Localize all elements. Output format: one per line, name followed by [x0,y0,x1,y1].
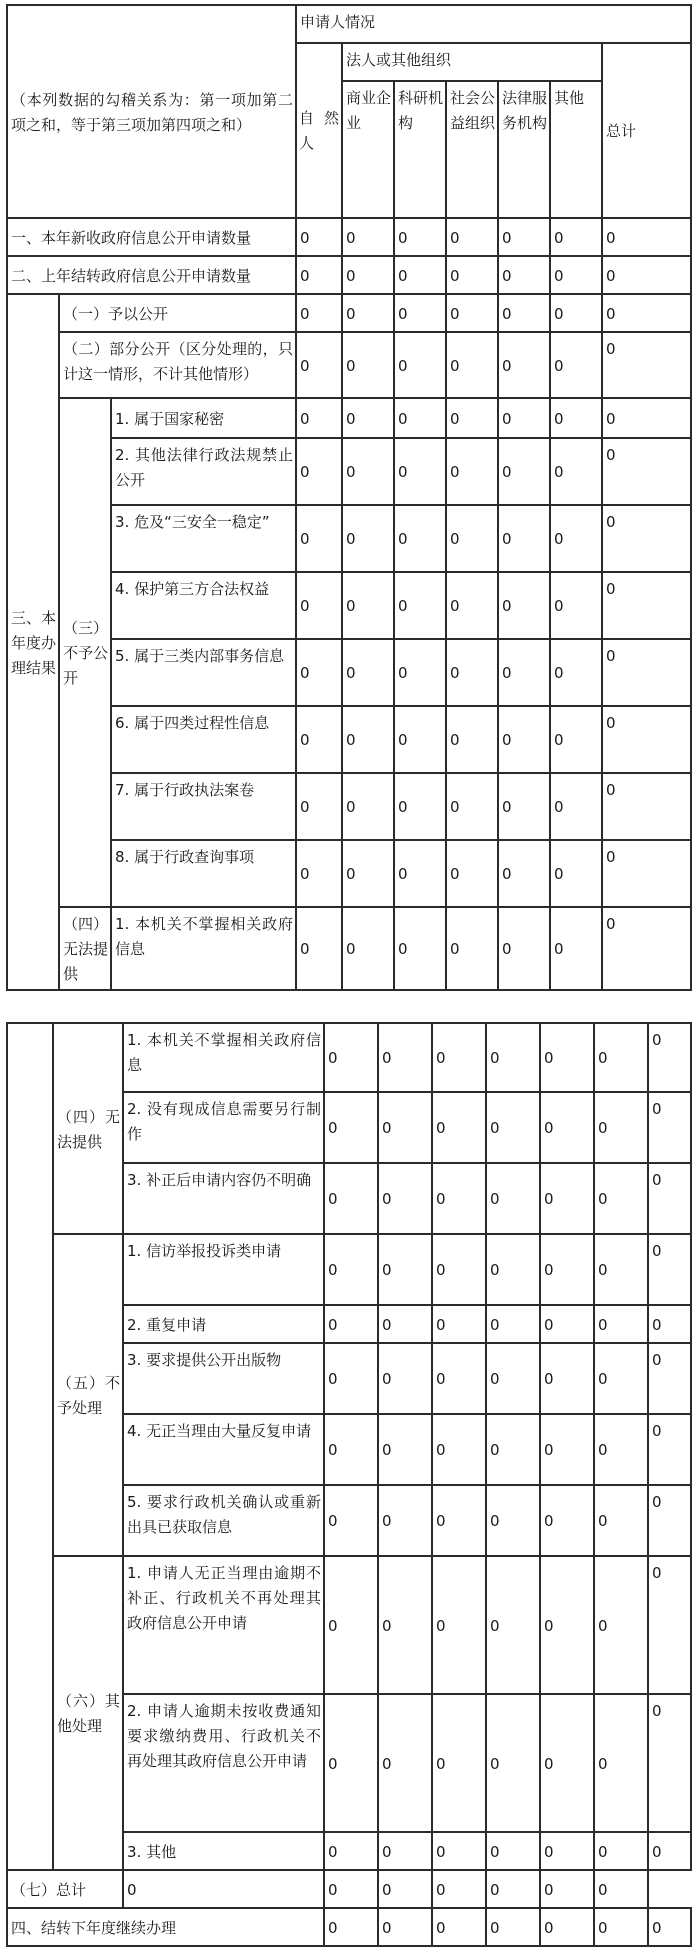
value-commercial: 0 [378,1908,432,1946]
table-row [7,398,691,438]
table-row [7,332,691,398]
value-commercial: 0 [378,1163,432,1234]
value-research: 0 [432,1414,486,1485]
value-social-welfare: 0 [486,1343,540,1414]
value-total: 0 [648,1305,691,1343]
value-legal-service: 0 [498,505,550,572]
row-label: 2. 其他法律行政法规禁止公开 [111,438,296,505]
value-total: 0 [602,907,691,990]
value-total: 0 [602,639,691,706]
table-row [7,294,691,332]
value-commercial: 0 [342,438,394,505]
header-total: 总计 [602,43,691,218]
table-row [7,907,691,990]
value-social-welfare: 0 [486,1023,540,1092]
value-natural-person: 0 [324,1234,378,1305]
row-label: 3. 补正后申请内容仍不明确 [123,1163,324,1234]
value-natural-person: 0 [296,332,342,398]
value-social-welfare: 0 [486,1092,540,1163]
row-label: （一）予以公开 [59,294,296,332]
value-natural-person: 0 [324,1343,378,1414]
value-other: 0 [550,639,602,706]
value-natural-person: 0 [296,840,342,907]
value-social-welfare: 0 [486,1234,540,1305]
value-total: 0 [602,256,691,294]
table-row [7,256,691,294]
value-commercial: 0 [342,840,394,907]
value-social-welfare: 0 [446,218,498,256]
value-other: 0 [594,1485,648,1556]
value-legal-service: 0 [498,907,550,990]
value-social-welfare: 0 [446,907,498,990]
value-commercial: 0 [342,907,394,990]
value-legal-service: 0 [498,294,550,332]
value-social-welfare: 0 [446,572,498,639]
value-research: 0 [432,1163,486,1234]
value-research: 0 [394,773,446,840]
value-total: 0 [602,332,691,398]
value-other: 0 [550,505,602,572]
section-cannot-partial: （四）无法提供 [59,907,111,990]
value-commercial: 0 [342,639,394,706]
value-total: 0 [648,1556,691,1694]
table-row [7,1908,691,1946]
value-social-welfare: 0 [486,1832,540,1870]
value-research: 0 [432,1908,486,1946]
section-cannot: （四）无法提供 [53,1023,123,1234]
value-legal-service: 0 [498,218,550,256]
value-research: 0 [394,840,446,907]
value-research: 0 [394,706,446,773]
value-research: 0 [394,398,446,438]
row-label: 4. 保护第三方合法权益 [111,572,296,639]
section-other-process: （六）其他处理 [53,1556,123,1870]
value-legal-service: 0 [486,1870,540,1908]
value-natural-person: 0 [324,1485,378,1556]
row-label: 2. 没有现成信息需要另行制作 [123,1092,324,1163]
value-legal-service: 0 [498,398,550,438]
header-other: 其他 [550,81,602,218]
value-research: 0 [432,1694,486,1832]
value-commercial: 0 [342,294,394,332]
row-label: 四、结转下年度继续办理 [7,1908,324,1946]
value-research: 0 [394,907,446,990]
value-legal-service: 0 [540,1023,594,1092]
value-legal-service: 0 [540,1305,594,1343]
value-social-welfare: 0 [486,1414,540,1485]
row-label: 4. 无正当理由大量反复申请 [123,1414,324,1485]
row-label: 1. 本机关不掌握相关政府信息 [111,907,296,990]
value-legal-service: 0 [498,438,550,505]
value-other: 0 [550,218,602,256]
value-other: 0 [594,1556,648,1694]
value-legal-service: 0 [498,572,550,639]
value-commercial: 0 [378,1234,432,1305]
header-commercial: 商业企业 [342,81,394,218]
value-commercial: 0 [324,1870,378,1908]
value-total: 0 [602,294,691,332]
value-natural-person: 0 [324,1832,378,1870]
value-other: 0 [594,1163,648,1234]
value-other: 0 [550,572,602,639]
value-commercial: 0 [378,1092,432,1163]
value-commercial: 0 [342,773,394,840]
value-other: 0 [550,840,602,907]
value-natural-person: 0 [296,218,342,256]
value-total: 0 [648,1485,691,1556]
value-natural-person: 0 [324,1023,378,1092]
value-total: 0 [602,706,691,773]
value-commercial: 0 [342,505,394,572]
value-natural-person: 0 [296,398,342,438]
value-social-welfare: 0 [486,1163,540,1234]
row-label: 6. 属于四类过程性信息 [111,706,296,773]
value-social-welfare: 0 [486,1305,540,1343]
row-label: （二）部分公开（区分处理的，只计这一情形，不计其他情形） [59,332,296,398]
value-commercial: 0 [378,1694,432,1832]
value-commercial: 0 [342,706,394,773]
value-research: 0 [432,1485,486,1556]
row-label: 8. 属于行政查询事项 [111,840,296,907]
value-natural-person: 0 [324,1694,378,1832]
value-total: 0 [594,1870,648,1908]
value-other: 0 [594,1234,648,1305]
value-other: 0 [550,294,602,332]
value-total: 0 [648,1092,691,1163]
value-commercial: 0 [378,1832,432,1870]
header-note: （本列数据的勾稽关系为：第一项加第二项之和，等于第三项加第四项之和） [7,5,296,218]
value-commercial: 0 [342,572,394,639]
value-research: 0 [432,1556,486,1694]
value-other: 0 [550,256,602,294]
row-label: 3. 危及“三安全一稳定” [111,505,296,572]
value-legal-service: 0 [540,1234,594,1305]
value-research: 0 [394,218,446,256]
value-total: 0 [648,1234,691,1305]
disclosure-table-part2 [6,1022,692,1947]
value-other: 0 [550,332,602,398]
value-legal-service: 0 [540,1163,594,1234]
value-commercial: 0 [342,398,394,438]
value-commercial: 0 [342,332,394,398]
header-research: 科研机构 [394,81,446,218]
value-other: 0 [594,1908,648,1946]
value-natural-person: 0 [324,1305,378,1343]
row-label: 7. 属于行政执法案卷 [111,773,296,840]
value-social-welfare: 0 [486,1485,540,1556]
value-research: 0 [378,1870,432,1908]
header-legal-service: 法律服务机构 [498,81,550,218]
value-social-welfare: 0 [486,1694,540,1832]
table-row [7,1870,691,1908]
value-natural-person: 0 [296,572,342,639]
value-research: 0 [394,505,446,572]
value-total: 0 [602,218,691,256]
table-row [7,1556,691,1694]
value-natural-person: 0 [296,256,342,294]
value-research: 0 [394,438,446,505]
header-natural-person: 自然人 [296,43,342,218]
value-natural-person: 0 [296,505,342,572]
value-commercial: 0 [378,1485,432,1556]
value-research: 0 [394,332,446,398]
value-legal-service: 0 [498,256,550,294]
section-result-continued [7,1023,53,1870]
value-natural-person: 0 [324,1092,378,1163]
value-total: 0 [648,1343,691,1414]
value-legal-service: 0 [540,1343,594,1414]
value-commercial: 0 [378,1556,432,1694]
value-legal-service: 0 [540,1556,594,1694]
row-label: 2. 申请人逾期未按收费通知要求缴纳费用、行政机关不再处理其政府信息公开申请 [123,1694,324,1832]
value-natural-person: 0 [296,294,342,332]
value-commercial: 0 [378,1023,432,1092]
value-legal-service: 0 [498,773,550,840]
value-social-welfare: 0 [446,332,498,398]
value-natural-person: 0 [296,907,342,990]
row-label: （七）总计 [7,1870,123,1908]
row-label: 1. 信访举报投诉类申请 [123,1234,324,1305]
value-total: 0 [602,438,691,505]
value-total: 0 [648,1832,691,1870]
value-legal-service: 0 [498,706,550,773]
value-social-welfare: 0 [446,639,498,706]
value-natural-person: 0 [296,438,342,505]
value-natural-person: 0 [324,1163,378,1234]
value-social-welfare: 0 [446,294,498,332]
value-research: 0 [432,1234,486,1305]
value-total: 0 [602,773,691,840]
value-natural-person: 0 [296,639,342,706]
value-total: 0 [602,572,691,639]
value-total: 0 [648,1694,691,1832]
value-total: 0 [602,398,691,438]
value-total: 0 [648,1023,691,1092]
disclosure-table-part1 [6,4,692,991]
value-other: 0 [594,1343,648,1414]
value-legal-service: 0 [540,1908,594,1946]
value-research: 0 [394,294,446,332]
value-social-welfare: 0 [486,1556,540,1694]
value-other: 0 [550,398,602,438]
value-legal-service: 0 [498,332,550,398]
value-total: 0 [648,1908,691,1946]
value-other: 0 [594,1305,648,1343]
value-research: 0 [394,256,446,294]
value-commercial: 0 [378,1343,432,1414]
value-legal-service: 0 [540,1485,594,1556]
value-commercial: 0 [378,1414,432,1485]
row-label: 5. 属于三类内部事务信息 [111,639,296,706]
value-natural-person: 0 [324,1556,378,1694]
value-social-welfare: 0 [446,256,498,294]
value-commercial: 0 [342,218,394,256]
value-social-welfare: 0 [486,1908,540,1946]
value-total: 0 [602,505,691,572]
row-label: 2. 重复申请 [123,1305,324,1343]
value-natural-person: 0 [324,1414,378,1485]
row-label: 5. 要求行政机关确认或重新出具已获取信息 [123,1485,324,1556]
value-other: 0 [550,706,602,773]
row-label: 1. 属于国家秘密 [111,398,296,438]
value-other: 0 [540,1870,594,1908]
row-label: 1. 申请人无正当理由逾期不补正、行政机关不再处理其政府信息公开申请 [123,1556,324,1694]
row-label: 3. 要求提供公开出版物 [123,1343,324,1414]
value-social-welfare: 0 [446,773,498,840]
value-other: 0 [550,773,602,840]
row-label: 3. 其他 [123,1832,324,1870]
value-legal-service: 0 [540,1694,594,1832]
value-research: 0 [394,639,446,706]
value-natural-person: 0 [296,773,342,840]
value-other: 0 [594,1414,648,1485]
row-label: 一、本年新收政府信息公开申请数量 [7,218,296,256]
value-other: 0 [594,1023,648,1092]
section-result: 三、本年度办理结果 [7,294,59,990]
value-social-welfare: 0 [446,706,498,773]
value-research: 0 [432,1343,486,1414]
value-research: 0 [394,572,446,639]
value-research: 0 [432,1305,486,1343]
row-label: 1. 本机关不掌握相关政府信息 [123,1023,324,1092]
table-row [7,1234,691,1305]
value-total: 0 [648,1163,691,1234]
table-row [7,1023,691,1092]
value-commercial: 0 [378,1305,432,1343]
value-other: 0 [550,907,602,990]
value-legal-service: 0 [540,1832,594,1870]
value-natural-person: 0 [324,1908,378,1946]
header-legal-entity: 法人或其他组织 [342,43,602,81]
row-label: 二、上年结转政府信息公开申请数量 [7,256,296,294]
value-social-welfare: 0 [432,1870,486,1908]
value-other: 0 [594,1694,648,1832]
value-legal-service: 0 [498,639,550,706]
value-other: 0 [550,438,602,505]
value-social-welfare: 0 [446,505,498,572]
value-commercial: 0 [342,256,394,294]
value-social-welfare: 0 [446,438,498,505]
header-social-welfare: 社会公益组织 [446,81,498,218]
value-natural-person: 0 [123,1870,324,1908]
value-other: 0 [594,1092,648,1163]
value-legal-service: 0 [498,840,550,907]
value-natural-person: 0 [296,706,342,773]
section-not-process: （五）不予处理 [53,1234,123,1556]
value-research: 0 [432,1092,486,1163]
value-other: 0 [594,1832,648,1870]
value-legal-service: 0 [540,1414,594,1485]
value-research: 0 [432,1832,486,1870]
section-not-open: （三）不予公开 [59,398,111,907]
value-total: 0 [602,840,691,907]
table-row [7,218,691,256]
header-applicant: 申请人情况 [296,5,691,43]
value-legal-service: 0 [540,1092,594,1163]
value-social-welfare: 0 [446,398,498,438]
value-social-welfare: 0 [446,840,498,907]
value-total: 0 [648,1414,691,1485]
value-research: 0 [432,1023,486,1092]
